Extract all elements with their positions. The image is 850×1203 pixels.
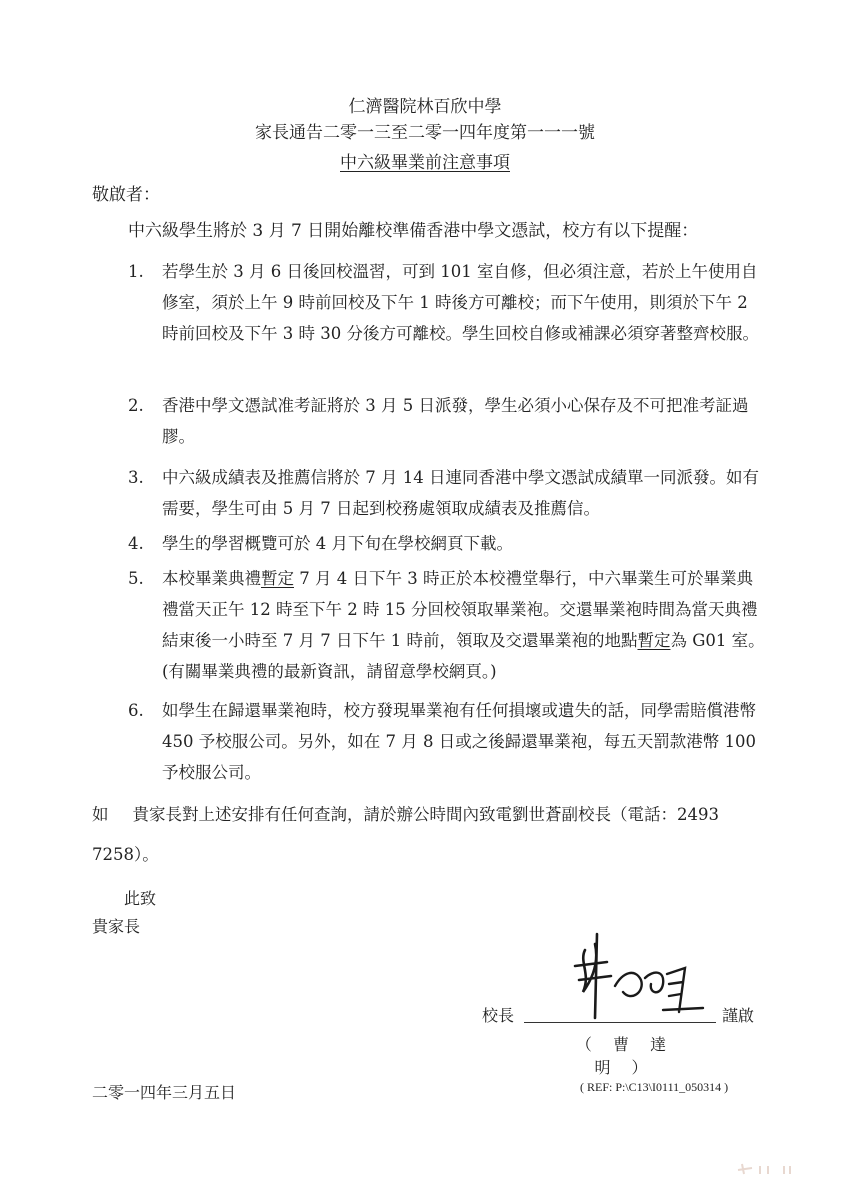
school-name: 仁濟醫院林百欣中學 [348, 97, 502, 117]
closing-recipient: 貴家長 [92, 917, 141, 936]
item-number: 5. [128, 569, 144, 588]
item-number: 3. [128, 468, 144, 487]
closing-line: 此致 [124, 889, 157, 908]
item-text-part: 為 G01 室。(有關畢業典禮的最新資訊，請留意學校網頁。) [162, 631, 765, 681]
reminder-list [128, 256, 768, 788]
enquiry-lead: 如 [92, 805, 109, 824]
list-item [128, 256, 768, 380]
salutation: 敬啟者： [92, 185, 160, 205]
item-text-part: 7 月 4 日下午 3 時正於本校禮堂舉行，中六畢業生可於畢業典禮當天正午 12 時至下午 2 時 15 分回校領取畢業袍。交還畢業袍時間為當天典禮結束後一小時至 7 月 7 日下午 1 時前，領取及交還畢業袍的地點 [162, 569, 758, 650]
item-text: 學生的學習概覽可於 4 月下旬在學校網頁下載。 [162, 534, 513, 553]
list-item [128, 528, 768, 559]
item-text: 若學生於 3 月 6 日後回校溫習，可到 101 室自修，但必須注意，若於上午使用自修室，須於上午 9 時前回校及下午 1 時後方可離校；而下午使用，則須於下午 2 時前回校及下午 3 時 30 分後方可離校。學生回校自修或補課必須穿著整齊校服。 [162, 262, 759, 343]
item-number: 6. [128, 701, 144, 720]
item-number: 4. [128, 534, 144, 553]
item-text: 如學生在歸還畢業袍時，校方發現畢業袍有任何損壞或遺失的話，同學需賠償港幣 450 予校服公司。另外，如在 7 月 8 日或之後歸還畢業袍，每五天罰款港幣 100 予校服公司。 [162, 701, 756, 782]
item-text: 中六級成績表及推薦信將於 7 月 14 日連同香港中學文憑試成績單一同派發。如有需要，學生可由 5 月 7 日起到校務處領取成績表及推薦信。 [162, 468, 759, 518]
tentative-mark: 暫定 [637, 631, 671, 650]
principal-signature [545, 922, 715, 1022]
signature-line [524, 1022, 716, 1023]
item-number: 2. [128, 396, 144, 415]
item-number: 1. [128, 262, 144, 281]
signature-suffix: 謹啟 [722, 1006, 755, 1025]
faint-mark [734, 1158, 804, 1178]
notice-subject: 中六級畢業前注意事項 [340, 153, 510, 173]
list-item [128, 563, 768, 687]
reference-code: ( REF: P:\C13\I0111_050314 ) [580, 1080, 729, 1094]
tentative-mark: 暫定 [261, 569, 294, 588]
list-item [128, 462, 768, 524]
enquiry-paragraph [92, 795, 768, 875]
notice-date: 二零一四年三月五日 [92, 1083, 237, 1102]
item-text [162, 563, 768, 687]
enquiry-text: 貴家長對上述安排有任何查詢，請於辦公時間內致電劉世蒼副校長（電話：2493 7258）。 [92, 805, 719, 864]
intro-paragraph: 中六級學生將於 3 月 7 日開始離校準備香港中學文憑試，校方有以下提醒： [128, 221, 699, 241]
signature-label: 校長 [482, 1006, 515, 1025]
item-text-part: 本校畢業典禮 [162, 569, 261, 588]
list-item [128, 695, 768, 788]
item-text: 香港中學文憑試准考証將於 3 月 5 日派發，學生必須小心保存及不可把准考証過膠。 [162, 396, 749, 446]
list-item [128, 390, 768, 452]
notice-number: 家長通告二零一三至二零一四年度第一一一號 [255, 123, 595, 143]
principal-name: （ 曹 達 明 ） [575, 1035, 675, 1077]
